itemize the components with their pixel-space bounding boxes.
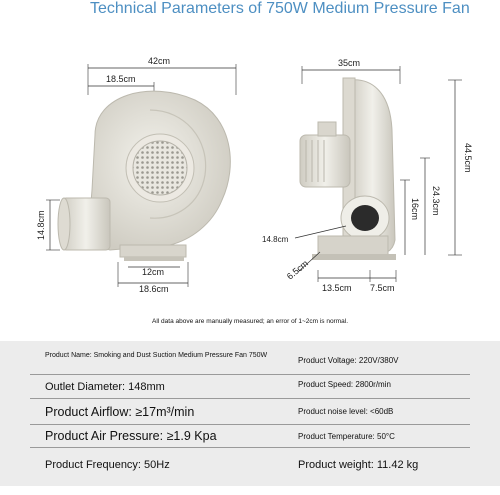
dim-base-inner: 12cm <box>142 267 165 277</box>
motor <box>300 135 350 187</box>
divider <box>30 447 470 448</box>
measurement-note: All data above are manually measured; an error of 1~2cm is normal. <box>152 318 348 325</box>
spec-outlet-diameter: Outlet Diameter: 148mm <box>45 381 165 393</box>
side-view <box>262 58 473 293</box>
spec-airflow: Product Airflow: ≥17m³/min <box>45 405 195 419</box>
dim-outlet-height: 14.8cm <box>36 210 46 240</box>
spec-frequency: Product Frequency: 50Hz <box>45 459 170 471</box>
intake-grille <box>133 141 187 195</box>
spec-weight: Product weight: 11.42 kg <box>298 459 419 471</box>
spec-table <box>0 341 500 486</box>
dim-height-axis: 24.3cm <box>431 186 441 216</box>
fan-diagram <box>0 40 500 340</box>
dim-depth: 35cm <box>338 58 361 68</box>
spec-temperature: Product Temperature: 50°C <box>298 432 395 441</box>
spec-air-pressure: Product Air Pressure: ≥1.9 Kpa <box>45 429 217 443</box>
spec-voltage: Product Voltage: 220V/380V <box>298 356 399 365</box>
dim-outlet-diameter: 14.8cm <box>262 235 289 244</box>
dim-outlet-angle: 6.5cm <box>284 258 311 282</box>
divider <box>30 398 470 399</box>
divider <box>30 424 470 425</box>
divider <box>30 374 470 375</box>
dim-front-offset: 18.5cm <box>106 74 136 84</box>
dim-side-offset: 7.5cm <box>370 283 395 293</box>
dim-base-outer: 18.6cm <box>139 284 169 294</box>
dim-height-total: 44.5cm <box>463 143 473 173</box>
spec-speed: Product Speed: 2800r/min <box>298 380 391 389</box>
front-view <box>36 56 236 294</box>
page-title: Technical Parameters of 750W Medium Pressure Fan <box>90 0 470 17</box>
fan-base <box>120 245 186 257</box>
spec-product-name: Product Name: Smoking and Dust Suction Medium Pressure Fan 750W <box>45 352 268 359</box>
dim-side-base: 13.5cm <box>322 283 352 293</box>
dim-height-base: 16cm <box>410 198 420 221</box>
dim-total-width: 42cm <box>148 56 171 66</box>
spec-noise: Product noise level: <60dB <box>298 407 394 416</box>
